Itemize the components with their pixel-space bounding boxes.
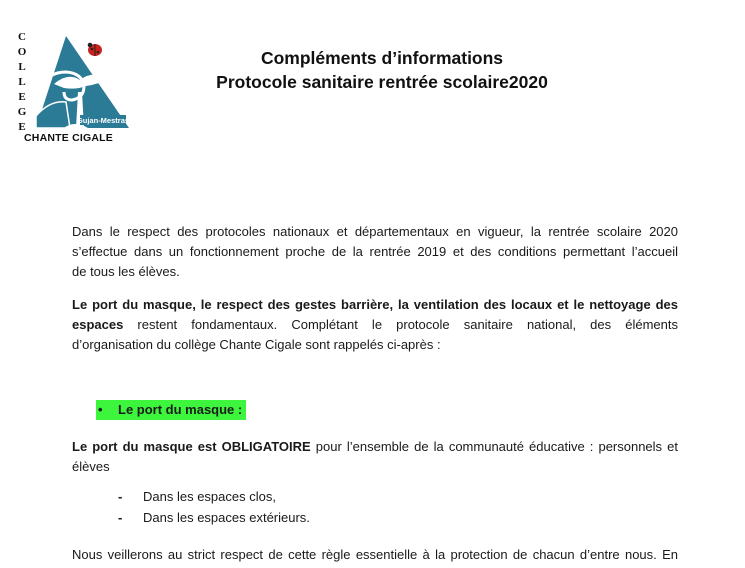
list-item-text: Dans les espaces clos,: [143, 489, 276, 504]
logo-emblem-icon: [14, 28, 144, 148]
mask-bold-text: Le port du masque est OBLIGATOIRE: [72, 439, 311, 454]
page-title: [160, 46, 604, 94]
essentials-line-2: [72, 315, 678, 335]
dash-icon: -: [118, 510, 123, 525]
logo-place-text: Gujan-Mestras: [76, 116, 130, 125]
logo-vertical-text: C O L L E G E: [17, 31, 27, 133]
closing-paragraph: [72, 545, 678, 565]
dash-icon: -: [118, 489, 123, 504]
mask-paragraph: [72, 437, 678, 477]
essentials-line-1: Le port du masque, le respect des gestes barrière, la ventilation des locaux et le nettoyage des: [72, 297, 678, 312]
title-line-2: Protocole sanitaire rentrée scolaire2020: [216, 72, 548, 92]
intro-line-1: Dans le respect des protocoles nationaux et départementaux en vigueur, la rentrée scolaire 2020: [72, 224, 678, 239]
list-item: [118, 487, 276, 507]
intro-line-3: de tous les élèves.: [72, 264, 180, 279]
list-item: [118, 508, 310, 528]
list-item-text: Dans les espaces extérieurs.: [143, 510, 310, 525]
mask-line-1-rest: pour l’ensemble de la communauté éducative : personnels et: [315, 439, 678, 454]
intro-paragraph: [72, 222, 678, 282]
section-heading-mask: [96, 400, 246, 420]
ladybug-icon: [88, 43, 102, 56]
logo-school-name: CHANTE CIGALE: [24, 132, 113, 144]
mask-line-1: [72, 437, 678, 457]
essentials-bold-word: espaces: [72, 317, 124, 332]
closing-line-1: Nous veillerons au strict respect de cette règle essentielle à la protection de chacun d’entre nous. En: [72, 547, 678, 562]
title-line-1: Compléments d’informations: [260, 48, 504, 68]
intro-line-2: s’effectue dans un fonctionnement proche de la rentrée 2019 et des conditions permettant l’accueil: [72, 244, 678, 259]
essentials-line-2-rest: restent fondamentaux. Complétant le protocole sanitaire national, des éléments: [137, 317, 678, 332]
essentials-line-3: d’organisation du collège Chante Cigale sont rappelés ci-après :: [72, 337, 441, 352]
essentials-paragraph: [72, 295, 678, 355]
mask-line-2: élèves: [72, 459, 110, 474]
college-logo: [14, 28, 144, 148]
bullet-icon: •: [98, 402, 103, 417]
section-heading-label: Le port du masque :: [118, 402, 243, 417]
